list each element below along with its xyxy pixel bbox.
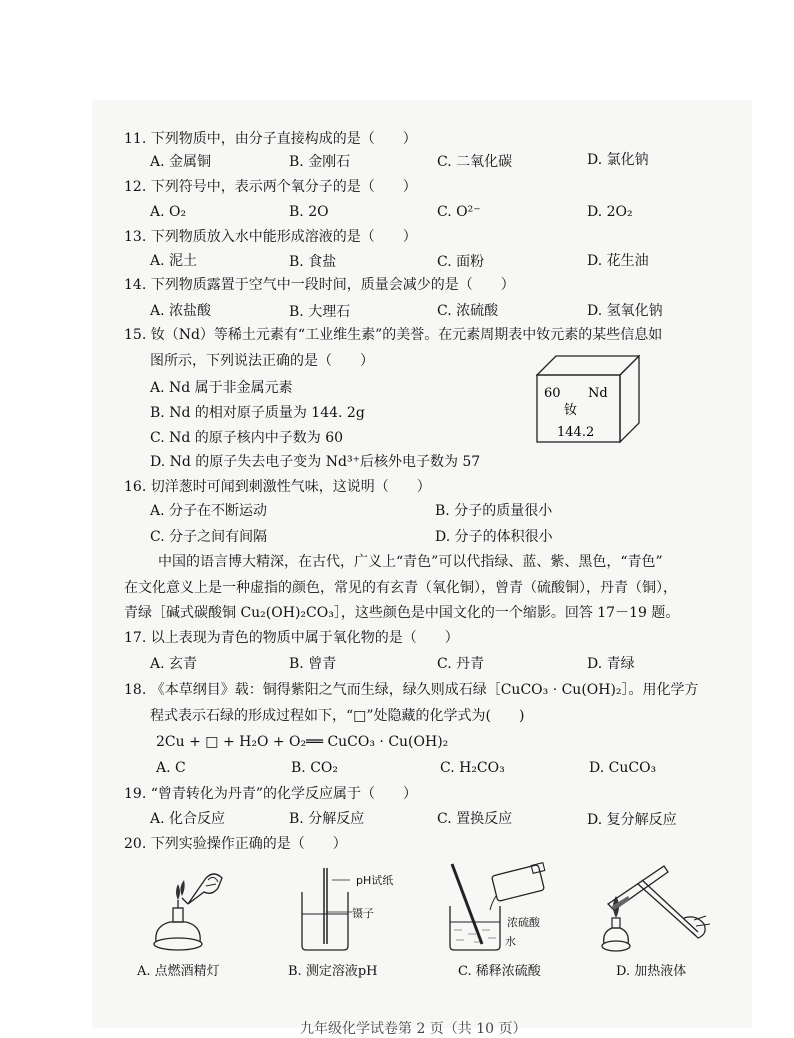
q19-option-c: C. 置换反应 <box>437 811 513 827</box>
q18-option-a: A. C <box>156 760 186 776</box>
q13-stem: 13. 下列物质放入水中能形成溶液的是（ ） <box>124 229 417 245</box>
element-card-figure <box>536 355 640 443</box>
passage-line3: 青绿［碱式碳酸铜 Cu₂(OH)₂CO₃］，这些颜色是中国文化的一个缩影。回答 17－19 题。 <box>124 605 680 621</box>
q15-stem-line2: 图所示，下列说法正确的是（ ） <box>150 353 374 369</box>
q20-option-b: B. 测定溶液pH <box>288 964 378 979</box>
element-name: 钕 <box>564 403 578 418</box>
element-symbol: Nd <box>588 386 608 401</box>
q18-stem-line1: 18. 《本草纲目》载：铜得紫阳之气而生绿，绿久则成石绿［CuCO₃ · Cu(OH)₂］。用化学方 <box>124 682 699 698</box>
q16-option-b: B. 分子的质量很小 <box>435 503 553 519</box>
passage-line1: 中国的语言博大精深，在古代，广义上“青色”可以代指绿、蓝、紫、黑色，“青色” <box>158 554 663 570</box>
q19-option-b: B. 分解反应 <box>289 811 365 827</box>
q11-stem: 11. 下列物质中，由分子直接构成的是（ ） <box>124 131 417 147</box>
q20-option-d: D. 加热液体 <box>616 964 687 979</box>
label-concentrated-acid: 浓硫酸 <box>507 916 540 929</box>
q14-option-b: B. 大理石 <box>289 304 351 320</box>
q16-option-d: D. 分子的体积很小 <box>435 529 553 545</box>
q18-equation: 2Cu + □ + H₂O + O₂══ CuCO₃ · Cu(OH)₂ <box>156 734 449 750</box>
q14-option-c: C. 浓硫酸 <box>437 303 499 319</box>
q19-option-d: D. 复分解反应 <box>587 812 677 828</box>
q19-stem: 19. “曾青转化为丹青”的化学反应属于（ ） <box>124 786 418 802</box>
q15-option-c: C. Nd 的原子核内中子数为 60 <box>150 430 344 446</box>
q11-option-d: D. 氯化钠 <box>587 152 649 168</box>
q14-option-d: D. 氢氧化钠 <box>587 303 663 319</box>
q17-option-a: A. 玄青 <box>150 656 198 672</box>
q18-stem-line2: 程式表示石绿的形成过程如下，“□”处隐藏的化学式为( ) <box>150 708 525 724</box>
passage-line2: 在文化意义上是一种虚指的颜色，常见的有玄青（氧化铜），曾青（硫酸铜），丹青（铜）， <box>124 580 677 596</box>
page-footer: 九年级化学试卷第 2 页（共 10 页） <box>300 1021 527 1037</box>
q18-option-b: B. CO₂ <box>291 760 338 776</box>
q13-option-c: C. 面粉 <box>437 254 485 270</box>
q14-option-a: A. 浓盐酸 <box>150 303 212 319</box>
q17-option-c: C. 丹青 <box>437 656 485 672</box>
dilute-acid-figure <box>444 858 554 954</box>
q12-option-b: B. 2O <box>289 204 329 220</box>
q12-option-a: A. O₂ <box>150 204 187 220</box>
q11-option-a: A. 金属铜 <box>150 154 212 170</box>
q13-option-b: B. 食盐 <box>289 254 337 270</box>
q12-option-d: D. 2O₂ <box>587 204 633 220</box>
q15-stem-line1: 15. 钕（Nd）等稀土元素有“工业维生素”的美誉。在元素周期表中钕元素的某些信息如 <box>124 327 663 343</box>
label-ph-paper: pH试纸 <box>356 874 394 887</box>
q20-option-c: C. 稀释浓硫酸 <box>458 964 541 979</box>
q14-stem: 14. 下列物质露置于空气中一段时间，质量会减少的是（ ） <box>124 277 515 293</box>
q16-option-a: A. 分子在不断运动 <box>150 503 268 519</box>
q20-stem: 20. 下列实验操作正确的是（ ） <box>124 836 347 852</box>
q16-option-c: C. 分子之间有间隔 <box>150 529 268 545</box>
q15-option-a: A. Nd 属于非金属元素 <box>150 380 293 396</box>
q17-option-d: D. 青绿 <box>587 656 635 672</box>
q15-option-d: D. Nd 的原子失去电子变为 Nd³⁺后核外电子数为 57 <box>150 454 481 470</box>
label-tweezers: 镊子 <box>352 907 374 920</box>
q12-option-c: C. O²⁻ <box>437 204 481 220</box>
q13-option-d: D. 花生油 <box>587 253 649 269</box>
q17-option-b: B. 曾青 <box>289 656 337 672</box>
q18-option-c: C. H₂CO₃ <box>440 760 505 776</box>
alcohol-lamp-lighting-figure <box>148 862 228 954</box>
q19-option-a: A. 化合反应 <box>150 811 226 827</box>
q16-stem: 16. 切洋葱时可闻到刺激性气味，这说明（ ） <box>124 479 431 495</box>
q20-option-a: A. 点燃酒精灯 <box>137 964 220 979</box>
q17-stem: 17. 以上表现为青色的物质中属于氧化物的是（ ） <box>124 630 459 646</box>
element-atomic-number: 60 <box>544 386 561 401</box>
q18-option-d: D. CuCO₃ <box>589 760 657 776</box>
q11-option-c: C. 二氧化碳 <box>437 154 513 170</box>
q15-option-b: B. Nd 的相对原子质量为 144. 2g <box>150 405 365 421</box>
label-water: 水 <box>505 935 516 948</box>
q11-option-b: B. 金刚石 <box>289 154 351 170</box>
element-atomic-mass: 144.2 <box>557 425 595 440</box>
q12-stem: 12. 下列符号中，表示两个氧分子的是（ ） <box>124 179 417 195</box>
q13-option-a: A. 泥土 <box>150 253 198 269</box>
heat-liquid-figure <box>598 858 716 954</box>
